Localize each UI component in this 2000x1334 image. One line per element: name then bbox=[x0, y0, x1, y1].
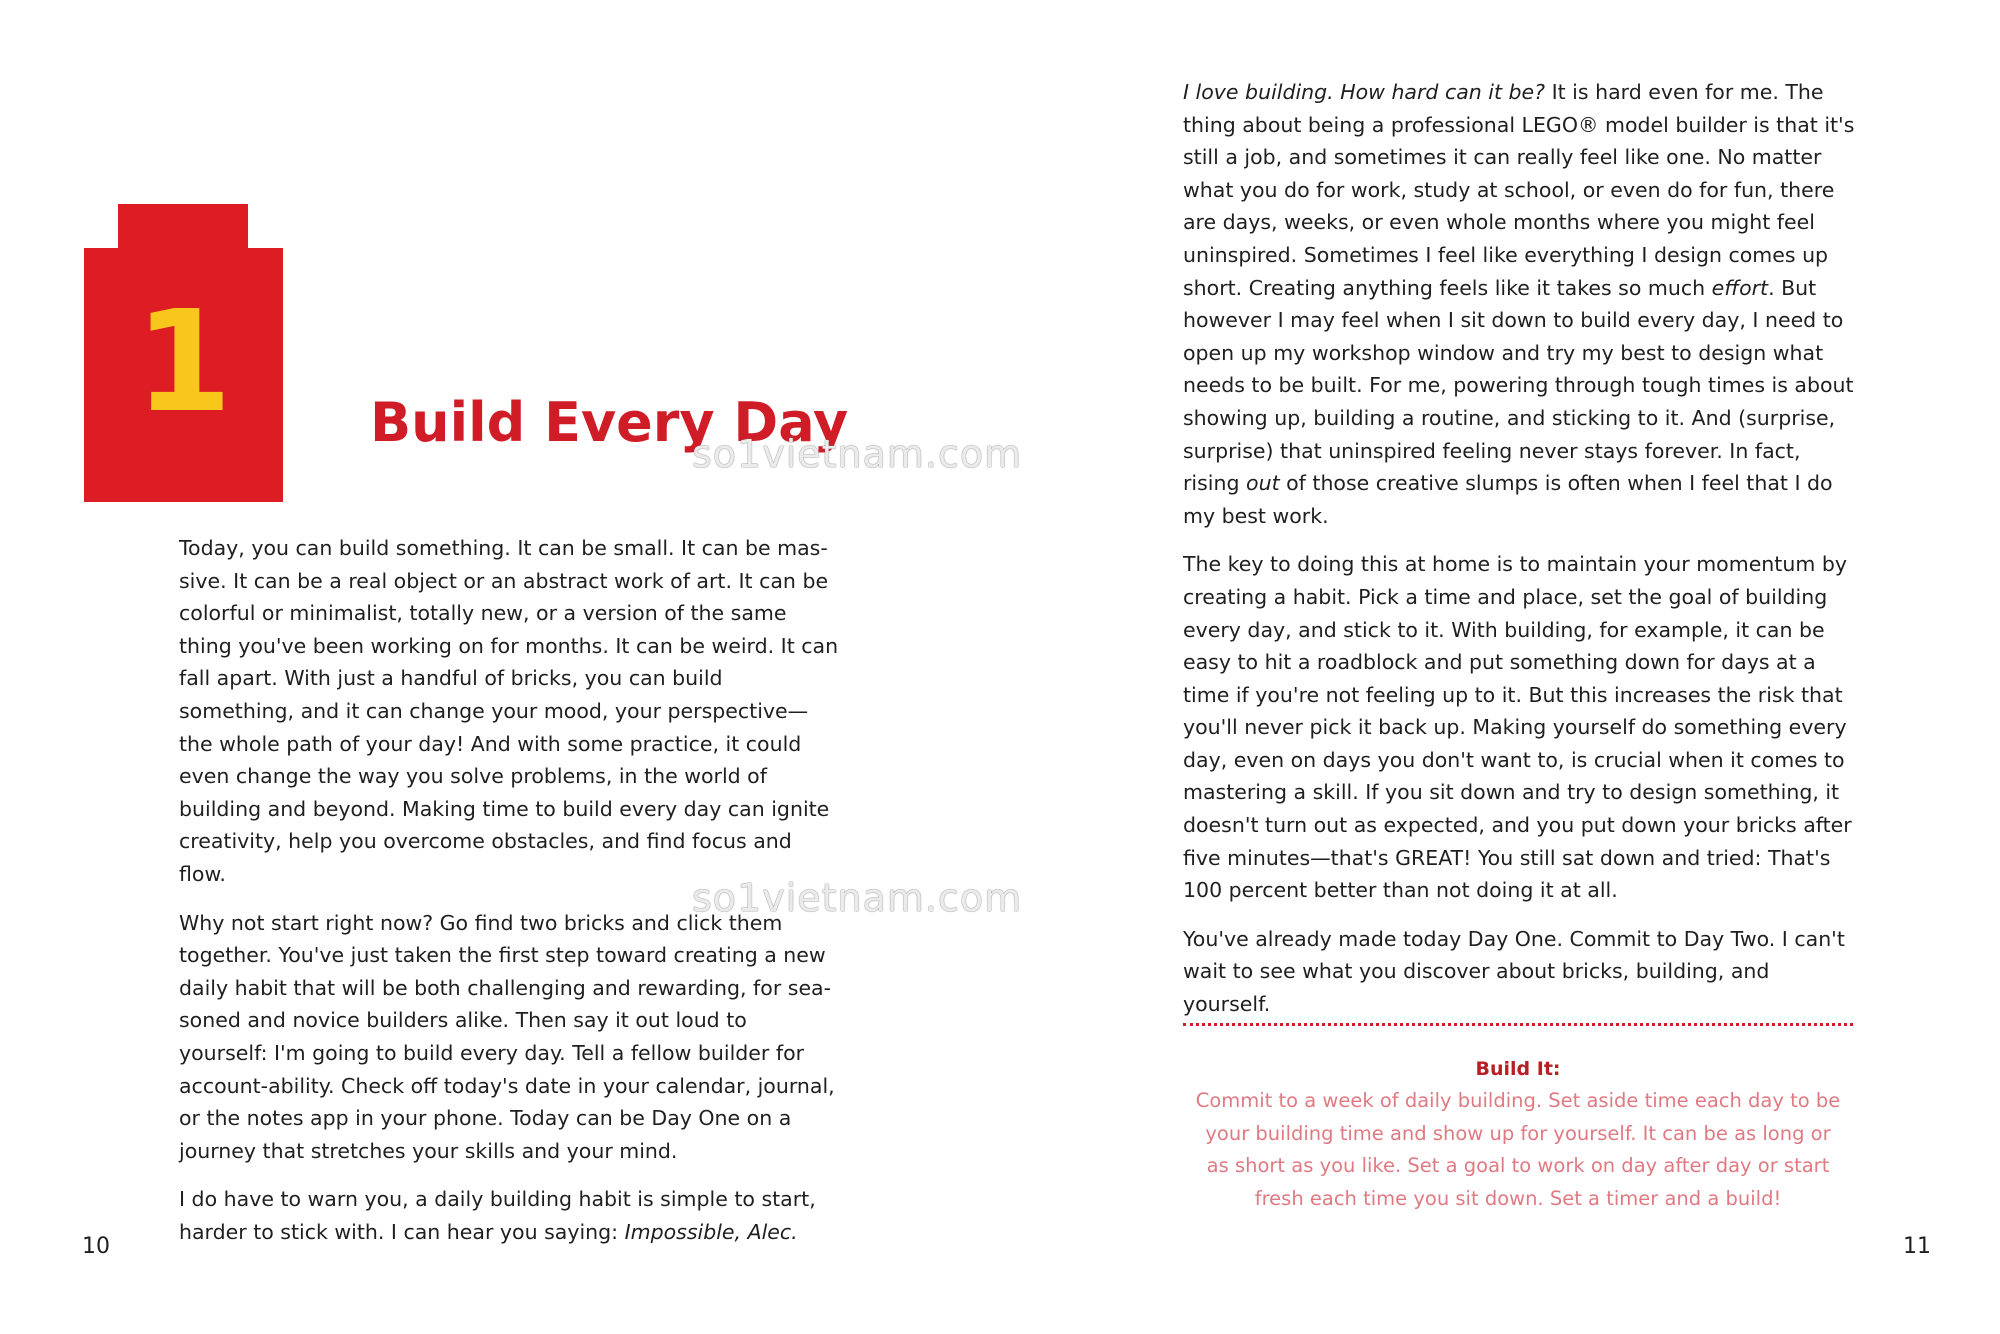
build-it-text: Commit to a week of daily building. Set aside time each day to be your building time and show up for yourself. It can be as long or as short as you like. Set a goal to work on day after day or start fresh each time you sit down. Set a timer and a build! bbox=[1195, 1089, 1841, 1210]
build-it-box bbox=[1193, 1053, 1843, 1215]
brick-stud bbox=[118, 204, 248, 250]
watermark: so1vietnam.com bbox=[692, 432, 1023, 476]
page-number-left: 10 bbox=[82, 1234, 110, 1259]
build-it-heading: Build It: bbox=[1475, 1058, 1561, 1080]
right-body-text bbox=[1183, 76, 1863, 1037]
paragraph-italic: Impossible, Alec. bbox=[624, 1219, 798, 1244]
paragraph-text: . But however I may feel when I sit down to build every day, I need to open up my workshop window and try my best to design what needs to be built. For me, powering through tough times is about showing up, building a routine, and sticking to it. And (surprise, surprise) that uninspired feeling never stays forever. In fact, rising bbox=[1183, 275, 1854, 496]
paragraph: You've already made today Day One. Commit to Day Two. I can't wait to see what you discover about bricks, building, and yourself. bbox=[1183, 926, 1845, 1017]
chapter-number: 1 bbox=[134, 281, 233, 444]
paragraph-text: of those creative slumps is often when I feel that I do my best work. bbox=[1183, 471, 1833, 528]
right-page bbox=[1000, 0, 2000, 1334]
paragraph-italic: effort bbox=[1711, 275, 1769, 300]
paragraph bbox=[1183, 76, 1863, 532]
paragraph-italic: out bbox=[1246, 471, 1280, 496]
paragraph bbox=[179, 1183, 839, 1248]
paragraph: Today, you can build something. It can be small. It can be mas-sive. It can be a real object or an abstract work of art. It can be colorful or minimalist, totally new, or a version of the same thing you've been working on for months. It can be weird. It can fall apart. With just a handful of bricks, you can build something, and it can change your mood, your perspective—the whole path of your day! And with some practice, it could even change the way you solve problems, in the world of building and beyond. Making time to build every day can ignite creativity, help you overcome obstacles, and find focus and flow. bbox=[179, 536, 839, 886]
paragraph: The key to doing this at home is to maintain your momentum by creating a habit. Pick a time and place, set the goal of building every day, and stick to it. With building, for example, it can be easy to hit a roadblock and put something down for days at a time if you're not feeling up to it. But this increases the risk that you'll never pick it back up. Making yourself do something every day, even on days you don't want to, is crucial when it comes to mastering a skill. If you sit down and try to design something, it doesn't turn out as expected, and you put down your bricks after five minutes—that's GREAT! You still sat down and tried: That's 100 percent better than not doing it at all. bbox=[1183, 552, 1852, 903]
chapter-title: Build Every Day bbox=[370, 391, 849, 454]
watermark: so1vietnam.com bbox=[692, 876, 1023, 920]
page-number-right: 11 bbox=[1903, 1234, 1931, 1259]
paragraph: Why not start right now? Go find two bricks and click them together. You've just taken the first step toward creating a new daily habit that will be both challenging and rewarding, for sea-soned and novice builders alike. Then say it out loud to yourself: I'm going to build every day. Tell a fellow builder for account-ability. Check off today's date in your calendar, journal, or the notes app in your phone. Today can be Day One on a journey that stretches your skills and your mind. bbox=[179, 910, 835, 1163]
paragraph-italic: I love building. How hard can it be? bbox=[1183, 80, 1546, 104]
chapter-brick-icon bbox=[84, 204, 283, 502]
dotted-divider bbox=[1183, 1023, 1853, 1026]
paragraph-text: It is hard even for me. The thing about being a professional LEGO® model builder is that it's still a job, and sometimes it can really feel like one. No matter what you do for work, study at school, or even do for fun, there are days, weeks, or even whole months where you might feel uninspired. Sometimes I feel like everything I design comes up short. Creating anything feels like it takes so much bbox=[1183, 80, 1855, 300]
paragraph-text: I do have to warn you, a daily building habit is simple to start, harder to stick with. I can hear you saying: bbox=[179, 1187, 816, 1244]
